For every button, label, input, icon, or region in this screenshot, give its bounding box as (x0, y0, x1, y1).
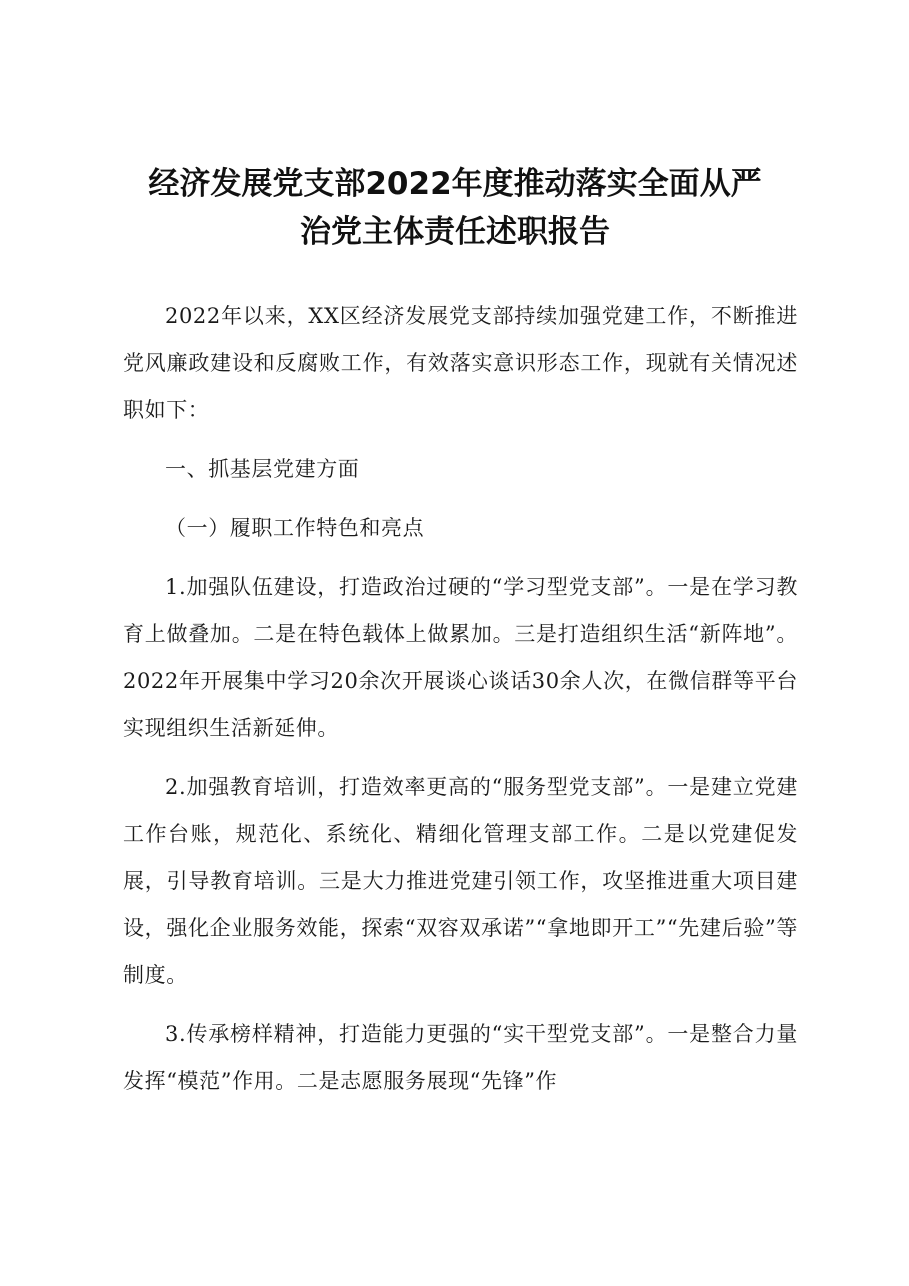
item-paragraph-1: 1.加强队伍建设，打造政治过硬的“学习型党支部”。一是在学习教育上做叠加。二是在特色载体上做累加。三是打造组织生活“新阵地”。2022年开展集中学习20余次开展谈心谈话30余人次，在微信群等平台实现组织生活新延伸。 (123, 575, 798, 740)
title-line-2: 治党主体责任述职报告 (300, 214, 610, 250)
item-paragraph-2: 2.加强教育培训，打造效率更高的“服务型党支部”。一是建立党建工作台账，规范化、系统化、精细化管理支部工作。二是以党建促发展，引导教育培训。三是大力推进党建引领工作，攻坚推进重大项目建设，强化企业服务效能，探索“双容双承诺”“拿地即开工”“先建后验”等制度。 (123, 775, 798, 987)
intro-paragraph: 2022年以来，XX区经济发展党支部持续加强党建工作，不断推进党风廉政建设和反腐败工作，有效落实意识形态工作，现就有关情况述职如下： (123, 304, 798, 422)
section-heading: 一、抓基层党建方面 (165, 457, 360, 481)
item-paragraph-3: 3.传承榜样精神，打造能力更强的“实干型党支部”。一是整合力量发挥“模范”作用。二是志愿服务展现“先锋”作 (123, 1022, 798, 1093)
subsection-heading: （一）履职工作特色和亮点 (165, 516, 425, 540)
document-title (120, 160, 790, 256)
title-line-1: 经济发展党支部2022年度推动落实全面从严 (148, 166, 762, 202)
document-body (123, 293, 798, 1117)
